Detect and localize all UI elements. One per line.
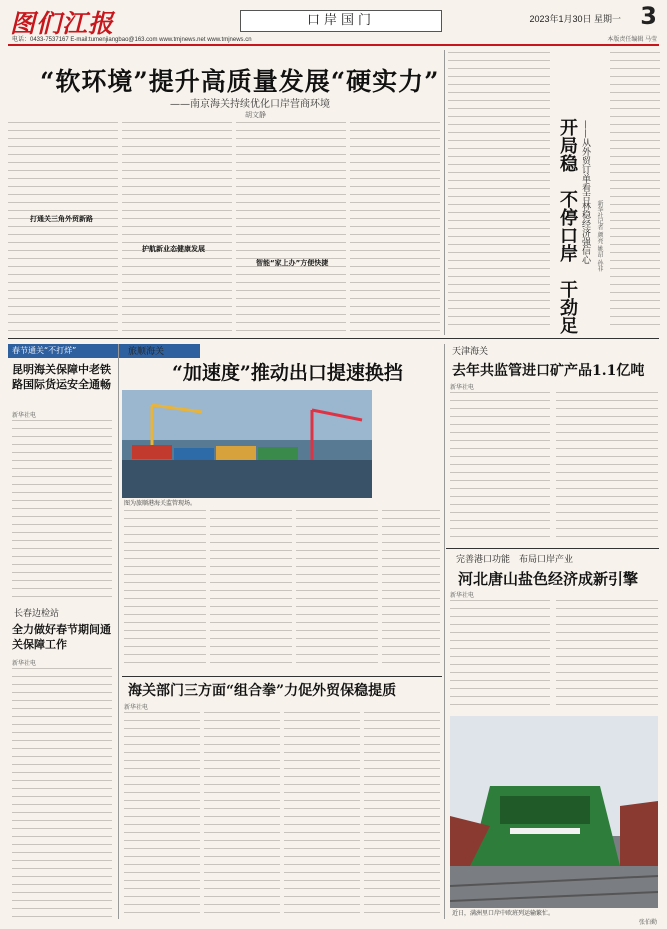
tangshan-column-1	[450, 600, 550, 712]
lead-subhead-1: 打通关三角外贸新路	[30, 215, 93, 223]
commentary-column-2	[610, 52, 660, 332]
tangshan-kicker: 完善港口功能 布局口岸产业	[456, 555, 574, 565]
lead-subhead-2: 护航新业态健康发展	[142, 245, 205, 253]
kunming-kicker: 春节通关“不打烊”	[8, 344, 200, 358]
section-rule	[8, 338, 659, 339]
story-rule	[122, 676, 442, 677]
lead-column-3	[236, 122, 346, 332]
tianjin-kicker: 天津海关	[452, 347, 489, 357]
port-illustration	[122, 390, 372, 498]
commentary-column-1	[448, 52, 550, 332]
newspaper-logo: 图们江报	[10, 9, 115, 38]
tianjin-column-2	[556, 392, 658, 542]
customs-column-1	[124, 712, 200, 917]
lvshun-column-1	[124, 510, 206, 670]
photo-credit: 张伯勤	[638, 920, 657, 926]
lvshun-kicker: 旅顺海关	[128, 347, 165, 357]
lead-column-4	[350, 122, 440, 332]
lead-subtitle: ——南京海关持续优化口岸营商环境	[170, 99, 330, 110]
commentary-headline: 开局稳 不停口岸 干劲足	[557, 118, 578, 334]
tangshan-byline: 新华社电	[450, 592, 475, 599]
commentary-subtitle: ——从外贸订单看吉林稳经济强信心	[580, 120, 590, 264]
lead-column-1	[8, 122, 118, 332]
masthead	[8, 4, 659, 44]
train-photo-caption: 近日，满洲里口岸中欧班列运输繁忙。	[452, 910, 555, 917]
customs-column-4	[364, 712, 440, 917]
column-divider	[444, 50, 445, 335]
contact-line: 电话：0433-7537167 E-mail:tumenjiangbao@163.com www.tmjnews.net www.tmjnews.cn	[12, 37, 252, 43]
lvshun-column-2	[210, 510, 292, 670]
lead-headline: “软环境”提升高质量发展“硬实力”	[40, 67, 440, 96]
customs-byline: 新华社电	[124, 704, 149, 711]
column-divider	[118, 344, 119, 919]
changchun-byline: 新华社电	[12, 660, 37, 667]
kunming-byline: 新华社电	[12, 412, 37, 419]
lead-author: 胡文静	[245, 111, 266, 119]
masthead-rule	[8, 44, 659, 46]
port-photo-caption: 图为旅顺港海关监管现场。	[124, 500, 197, 507]
train-illustration	[450, 716, 658, 908]
port-photo	[122, 390, 372, 498]
page-number: 3	[640, 2, 657, 30]
train-photo	[450, 716, 658, 908]
customs-column-2	[204, 712, 280, 917]
changchun-headline: 全力做好春节期间通关保障工作	[12, 623, 111, 651]
lead-subhead-3: 智能“家上办”方便快捷	[256, 259, 329, 267]
tangshan-headline: 河北唐山盐色经济成新引擎	[458, 570, 639, 588]
kunming-headline: 昆明海关保障中老铁路国际货运安全通畅	[12, 363, 111, 391]
issue-date: 2023年1月30日 星期一	[529, 14, 621, 24]
changchun-body	[12, 668, 112, 918]
lvshun-column-4	[382, 510, 440, 670]
tangshan-column-2	[556, 600, 658, 712]
section-title: 口岸国门	[240, 10, 442, 32]
commentary-author: 新华社记者 颜亮 姚昂 孙非	[596, 200, 603, 272]
story-rule	[446, 548, 659, 549]
lvshun-column-3	[296, 510, 378, 670]
tianjin-byline: 新华社电	[450, 384, 475, 391]
customs-column-3	[284, 712, 360, 917]
kunming-body	[12, 420, 112, 600]
tianjin-headline: 去年共监管进口矿产品1.1亿吨	[452, 363, 645, 379]
lvshun-headline: “加速度”推动出口提速换挡	[172, 362, 403, 384]
changchun-kicker: 长春边检站	[14, 609, 60, 619]
tianjin-column-1	[450, 392, 550, 542]
editor-line: 本版责任编辑 马莹	[607, 37, 657, 43]
lead-column-2	[122, 122, 232, 332]
customs-headline: 海关部门三方面“组合拳”力促外贸保稳提质	[128, 683, 397, 699]
column-divider	[444, 344, 445, 919]
